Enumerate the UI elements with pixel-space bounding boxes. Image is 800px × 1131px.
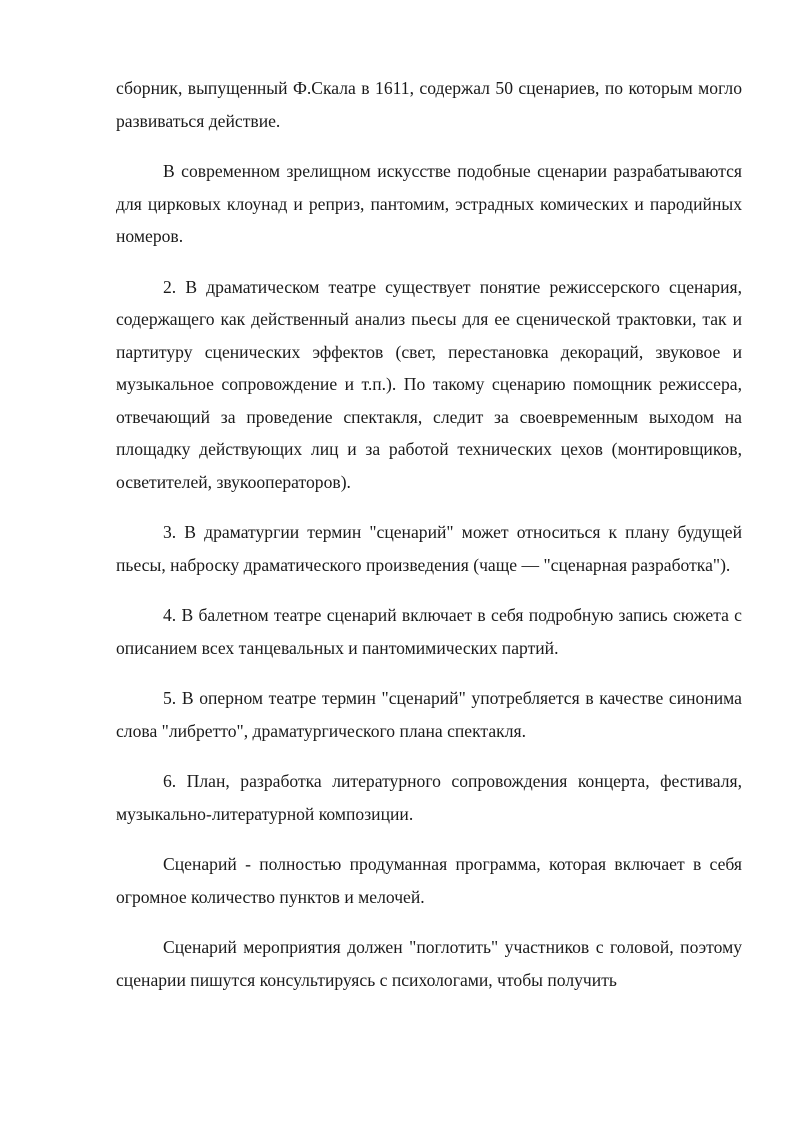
paragraph-continuation: сборник, выпущенный Ф.Скала в 1611, содержал 50 сценариев, по которым могло развиваться действие. xyxy=(116,78,742,131)
paragraph-dramaturgy: 3. В драматургии термин "сценарий" может относиться к плану будущей пьесы, наброску драматического произведения (чаще — "сценарная разработка"). xyxy=(116,522,742,575)
paragraph-event-scenario: Сценарий мероприятия должен "поглотить" участников с головой, поэтому сценарии пишутся консультируясь с психологами, чтобы получить xyxy=(116,937,742,990)
paragraph-drama-theatre: 2. В драматическом театре существует понятие режиссерского сценария, содержащего как действенный анализ пьесы для ее сценической трактовки, так и партитуру сценических эффектов (свет, перестановка декораций, звуковое и музыкальное сопровождение и т.п.). По такому сценарию помощник режиссера, отвечающий за проведение спектакля, следит за своевременным выходом на площадку действующих лиц и за работой технических цехов (монтировщиков, осветителей, звукооператоров). xyxy=(116,276,742,492)
paragraph-modern-art: В современном зрелищном искусстве подобные сценарии разрабатываются для цирковых клоунад и реприз, пантомим, эстрадных комических и пародийных номеров. xyxy=(116,161,742,246)
document-body xyxy=(116,72,742,996)
paragraph-scenario-definition: Сценарий - полностью продуманная программа, которая включает в себя огромное количество пунктов и мелочей. xyxy=(116,854,742,907)
paragraph-ballet-theatre: 4. В балетном театре сценарий включает в себя подробную запись сюжета с описанием всех танцевальных и пантомимических партий. xyxy=(116,605,742,658)
paragraph-concert-plan: 6. План, разработка литературного сопровождения концерта, фестиваля, музыкально-литературной композиции. xyxy=(116,771,742,824)
paragraph-opera-theatre: 5. В оперном театре термин "сценарий" употребляется в качестве синонима слова "либретто", драматургического плана спектакля. xyxy=(116,688,742,741)
